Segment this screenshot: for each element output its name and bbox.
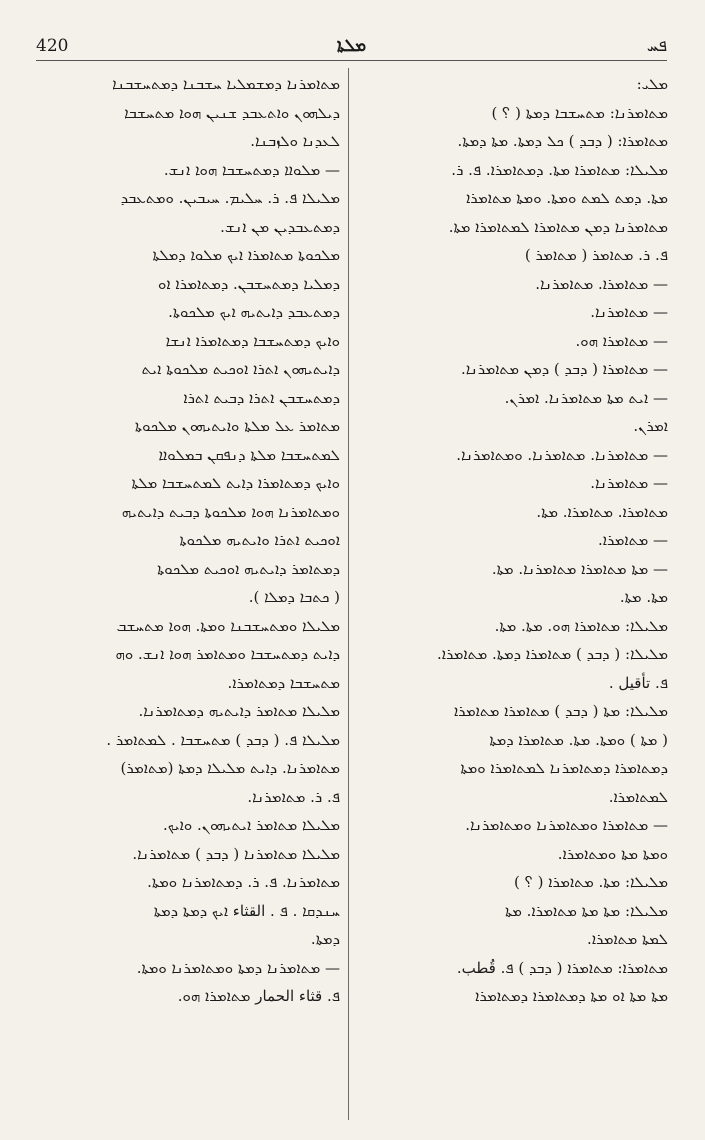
dictionary-line: ܡܬܐܡܪܐ: ܡܬܐܡܪܐ ( ܕܒܕ ) ܦ. قُطب.	[456, 958, 668, 977]
dictionary-line: ܡܬܐ. ܡܬܐ.	[619, 588, 668, 606]
dictionary-line: ܠܡܬܚܫܒܐ ܡܠܬܐ ܕܢܦܩܢ ܒܡܠܘܐܐ	[158, 445, 340, 464]
dictionary-line: ܕܝܠܗܘܢ ܘܐܬܥܒܕ ܫܢܝܢ ܗܘܐ ܡܬܚܫܒܐ	[124, 103, 340, 122]
dictionary-line: ܠܡܬܐ ܡܬܐܡܪܐ.	[587, 930, 668, 948]
dictionary-line: ܕܡܬܐܡܪ ܕܐܝܬܝܗ ܐܘܟܝܬ ܡܠܟܘܬܐ	[157, 559, 340, 578]
left-column	[40, 70, 340, 1120]
dictionary-line: ܘܡܬܐܡܪܢܐ ܗܘܐ ܡܠܟܘܬܐ ܕܒܝܬ ܕܐܝܬܝܗ	[121, 502, 340, 521]
dictionary-line: — ܡܬܐܡܪܐ ܗܘ.	[575, 331, 668, 350]
dictionary-line: ܦ. ܪ. ܡܬܐܡܪ ( ܡܬܐܡܪ )	[524, 246, 668, 264]
dictionary-line: ܡܠܝܠܐ ܘܡܬܚܫܒܢܐ ܘܡܬܐ. ܗܘܐ ܡܬܚܫܒ	[116, 616, 340, 635]
dictionary-line: ( ܟܬܒܐ ܕܡܠܐ ).	[248, 588, 340, 606]
dictionary-line: ܡܬܐ. ܕܡܬ ܠܡܬ ܘܡܬܐ. ܘܡܬܐ ܡܬܐܡܪܐ	[466, 189, 668, 207]
dictionary-line: ܡܬܐܡܪܢܐ. ܕܐܝܬ ܡܠܝܠܐ ܕܡܬܐ (ܡܬܐܡܪ)	[120, 759, 340, 777]
dictionary-line: ܡܠܝܠܐ: ܡܬܐ. ܡܬܐܡܪܐ ( ؟ )	[513, 873, 668, 891]
dictionary-line: ܡܬܐܡܪܢܐ ܕܡܫܡܠܝܐ ܚܫܒܢܐ ܕܡܬܚܫܒܢܐ	[112, 75, 340, 93]
dictionary-line: ܡܠܝܠܐ: ܡܬܐ ܡܬܐ ܡܬܐܡܪܐ. ܡܬܐ	[504, 901, 668, 920]
dictionary-line: ܦ. ܪ. ܡܬܐܡܪܢܐ.	[247, 787, 340, 806]
dictionary-line: ܡܠܝܠܐ ܦ. ܪ. ܚܠܝܡ. ܚܝܒܝܢ. ܘܡܬܥܒܕ	[120, 189, 340, 207]
dictionary-line: ܡܬܐ ܡܬܐ ܐܘ ܡܬܐ ܕܡܬܐܡܪܐ ܕܡܬܐܡܪܐ	[475, 987, 668, 1005]
dictionary-line: ܡܠܝܠܐ ܡܬܐܡܪܢܐ ( ܕܒܕ ) ܡܬܐܡܪܢܐ.	[132, 844, 340, 863]
dictionary-line: ܕܡܬܐܡܪܐ ܕܡܬܐܡܪܢܐ ܠܡܬܐܡܪܐ ܘܡܬܐ	[460, 759, 668, 777]
dictionary-line: ܡܬܐܡܪܢܐ ܕܡܢ ܡܬܐܡܪܐ ܠܡܬܐܡܪܐ ܡܬܐ.	[448, 217, 668, 236]
dictionary-line: ܡܠܝܠܐ ܡܬܐܡܪ ܐܝܬܝܗܘܢ. ܘܐܝܟ.	[163, 816, 340, 834]
dictionary-line: — ܡܬܐܡܪܢܐ. ܡܬܐܡܪܢܐ. ܘܡܬܐܡܪܢܐ.	[456, 445, 668, 464]
dictionary-line: — ܡܬܐܡܪܐ ܘܡܬܐܡܪܢܐ ܘܡܬܐܡܪܢܐ.	[465, 816, 668, 834]
dictionary-line: ܕܐܝܬܝܗܘܢ ܐܬܪܐ ܐܘܟܝܬ ܡܠܟܘܬܐ ܐܝܬ	[141, 360, 340, 378]
dictionary-line: ܡܠܝܠܐ: ( ܕܒܕ ) ܡܬܐܡܪܐ ܕܡܬܐ. ܡܬܐܡܪܐ.	[437, 645, 668, 663]
dictionary-line: ܠܥܕܢܐ ܘܠܙܒܢܐ.	[250, 132, 340, 150]
dictionary-line: ܡܠܝܠܐ: ܡܬܐܡܪܐ ܗܘ. ܡܬܐ. ܡܬܐ.	[494, 616, 668, 635]
right-column	[356, 70, 668, 1120]
dictionary-line: ܡܬܐܡܪܢܐ: ܡܬܚܫܒܐ ܕܡܬܐ ( ؟ )	[491, 103, 668, 122]
dictionary-line: ܦ. تأقيل .	[608, 673, 668, 692]
dictionary-line: ܐܘܟܝܬ ܐܬܪܐ ܘܐܝܬܝܗ ܡܠܟܘܬܐ	[179, 531, 340, 549]
page-number-right: ܦܚ	[646, 36, 667, 56]
dictionary-line: ܕܐܝܬ ܕܡܬܚܫܒܐ ܘܡܬܐܡܪ ܗܘܐ ܐܢܫ. ܘܗ	[115, 645, 340, 663]
dictionary-line: ܘܡܬܐ ܡܬܐ ܘܡܬܐܡܪܐ.	[557, 844, 668, 863]
dictionary-line: — ܡܬܐܡܪܢܐ.	[590, 303, 668, 321]
dictionary-line: ܐܡܪܢ.	[633, 417, 668, 435]
dictionary-line: ܕܡܬܚܫܒܢ ܐܬܪܐ ܕܒܝܬ ܐܬܪܐ	[183, 388, 340, 407]
dictionary-line: ܡܬܐܡܪܐ. ܡܬܐܡܪܐ. ܡܬܐ.	[536, 502, 668, 521]
dictionary-line: ܡܠܝ:	[636, 75, 668, 93]
dictionary-line: — ܡܬܐܡܪܢܐ.	[590, 474, 668, 492]
dictionary-line: — ܡܬܐܡܪܢܐ ܕܡܬܐ ܘܡܬܐܡܪܢܐ ܘܡܬܐ.	[136, 958, 340, 977]
page-header	[36, 34, 667, 61]
dictionary-line: ܡܬܐܡܪܢܐ. ܦ. ܪ. ܕܡܬܐܡܪܢܐ ܘܡܬܐ.	[147, 873, 340, 891]
dictionary-line: — ܡܬܐ ܡܬܐܡܪܐ ܡܬܐܡܪܢܐ. ܡܬܐ.	[491, 559, 668, 578]
dictionary-line: — ܡܬܐܡܪܐ ( ܕܒܕ ) ܕܡܢ ܡܬܐܡܪܢܐ.	[461, 360, 668, 378]
dictionary-line: ܡܠܝܠܐ: ܡܬܐ ( ܕܒܕ ) ܡܬܐܡܪܐ ܡܬܐܡܪܐ	[453, 702, 668, 720]
dictionary-line: — ܡܬܐܡܪܐ. ܡܬܐܡܪܢܐ.	[535, 274, 668, 293]
dictionary-line: ܡܬܐܡܪܐ: ( ܕܒܕ ) ܟܠ ܕܡܬܐ. ܡܬܐ ܕܡܬܐ.	[457, 132, 668, 150]
dictionary-line: ܡܬܐܡܪ ܥܠ ܡܠܬܐ ܘܐܝܬܝܗܘܢ ܡܠܟܘܬܐ	[134, 417, 340, 435]
dictionary-line: ܡܠܝܠܐ: ܡܬܐܡܪܐ ܡܬܐ. ܕܡܬܐܡܪܐ. ܦ. ܪ.	[451, 160, 668, 179]
dictionary-line: ܕܡܠܝܐ ܕܡܬܚܫܒܢ. ܕܡܬܐܡܪܐ ܐܘ	[158, 274, 340, 293]
dictionary-line: — ܐܝܬ ܡܬܐ ܡܬܐܡܪܢܐ. ܐܡܪܢ.	[504, 388, 668, 407]
dictionary-line: ܡܠܟܘܬܐ ܡܬܐܡܪܐ ܐܝܟ ܡܠܘܐ ܕܡܠܬܐ	[152, 246, 340, 264]
dictionary-line: ܘܐܝܟ ܕܡܬܚܫܒܐ ܕܡܬܐܡܪܐ ܐܢܫܐ	[165, 331, 340, 350]
dictionary-line: ܕܡܬܥܒܕܝܢ ܡܢ ܐܢܫ.	[220, 217, 340, 236]
dictionary-line: — ܡܬܐܡܪܐ.	[598, 531, 668, 549]
dictionary-line: ܡܬܚܫܒܐ ܕܡܬܐܡܪܐ.	[227, 673, 340, 692]
dictionary-line: ܕܡܬܥܒܕ ܕܐܝܬܝܗ ܐܝܟ ܡܠܟܘܬܐ.	[168, 303, 340, 321]
dictionary-line: ܠܡܬܐܡܪܐ.	[608, 787, 668, 806]
dictionary-line: ܕܡܬܐ.	[310, 930, 340, 948]
dictionary-line: ܘܐܝܟ ܕܡܬܐܡܪܐ ܕܐܝܬ ܠܡܬܚܫܒܐ ܡܠܬܐ	[131, 474, 340, 492]
dictionary-line: ܚܢܕܩܐ . ܦ . القثاء ܐܝܟ ܕܡܬܐ ܕܡܬܐ	[153, 901, 340, 920]
page-number-left: 420	[36, 36, 69, 56]
dictionary-line: ܡܠܝܠܐ ܦ. ( ܕܒܕ ) ܡܬܚܫܒܐ . ܠܡܬܐܡܪ .	[106, 730, 340, 749]
dictionary-line: — ܡܠܘܐܐ ܕܡܬܚܫܒܐ ܗܘܐ ܐܢܫ.	[163, 160, 340, 179]
running-head: ܡܠܬܐ	[336, 36, 367, 56]
dictionary-line: ( ܡܬܐ ) ܘܡܬܐ. ܡܬܐ. ܡܬܐܡܪܐ ܕܡܬܐ	[489, 730, 668, 749]
dictionary-line: ܡܠܝܠܐ ܡܬܐܡܪ ܕܐܝܬܝܗ ܕܡܬܐܡܪܢܐ.	[138, 702, 340, 720]
dictionary-line: ܦ. قثاء الحمار ܡܬܐܡܪܐ ܗܘ.	[177, 987, 340, 1005]
column-divider	[348, 68, 349, 1120]
